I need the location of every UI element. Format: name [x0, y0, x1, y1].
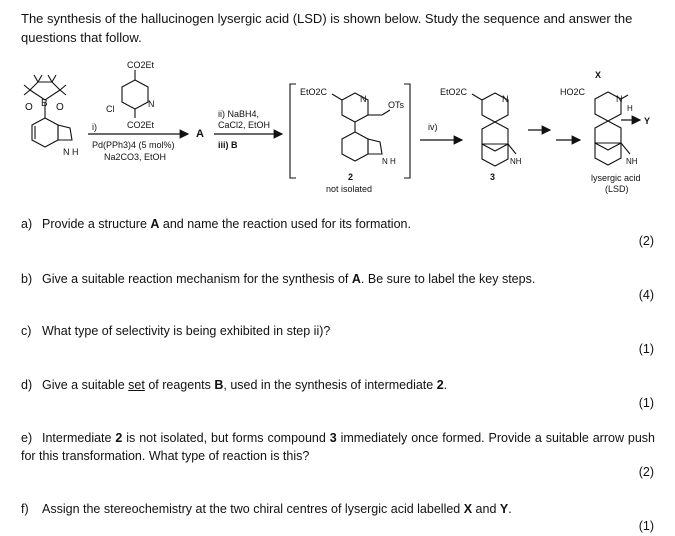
question-f: f) Assign the stereochemistry at the two chiral centres of lysergic acid labelled X and Y. [21, 502, 512, 516]
cmpd3-nh: NH [510, 157, 522, 166]
indole-nh-1: N H [63, 147, 79, 157]
reaction-scheme [0, 58, 675, 208]
lsd-acid: HO2C [560, 87, 586, 97]
lsd-n: N [616, 94, 623, 104]
lsd-h: H [627, 104, 633, 113]
cmpd3-n: N [502, 94, 509, 104]
int2-n: N [360, 94, 367, 104]
question-d: d) Give a suitable set of reagents B, used in the synthesis of intermediate 2. [21, 378, 448, 392]
step1-label: i) [92, 122, 97, 132]
pyridine-n: N [148, 99, 155, 109]
marks-d: (1) [638, 396, 654, 410]
lsd-name-1: lysergic acid [591, 173, 641, 183]
step2-label-3: iii) B [218, 140, 238, 150]
int2-nh: N H [382, 157, 396, 166]
lsd-name-2: (LSD) [605, 184, 629, 194]
pyridine-cl: Cl [106, 104, 115, 114]
marks-a: (2) [638, 234, 654, 248]
int2-ots: OTs [388, 100, 405, 110]
pyridine-reagent-structure [122, 70, 148, 118]
compound-3-structure [472, 93, 516, 166]
step2-label-1: ii) NaBH4, [218, 109, 260, 119]
pyridine-co2et-top: CO2Et [127, 60, 155, 70]
int2-ester: EtO2C [300, 87, 328, 97]
step1-reagent-2: Na2CO3, EtOH [104, 152, 167, 162]
step4-label: iv) [428, 122, 438, 132]
boronate-o-left: O [25, 102, 33, 113]
question-b: b) Give a suitable reaction mechanism for the synthesis of A. Be sure to label the key steps. [21, 272, 536, 286]
boronate-b: B [41, 98, 48, 109]
marks-c: (1) [638, 342, 654, 356]
pyridine-co2et-bottom: CO2Et [127, 120, 155, 130]
cmpd3-ester: EtO2C [440, 87, 468, 97]
question-c: c) What type of selectivity is being exhibited in step ii)? [21, 324, 331, 338]
marks-e: (2) [638, 465, 654, 479]
boronate-o-right: O [56, 102, 64, 113]
intro-text: The synthesis of the hallucinogen lysergic acid (LSD) is shown below. Study the sequence and answer the questions that follow. [21, 11, 633, 45]
marks-b: (4) [638, 288, 654, 302]
int2-number: 2 [348, 172, 354, 182]
lsd-y: Y [644, 116, 651, 126]
lsd-x: X [595, 70, 602, 80]
int2-note: not isolated [326, 184, 373, 194]
product-a-label: A [196, 128, 204, 140]
question-a: a) Provide a structure A and name the reaction used for its formation. [21, 217, 411, 231]
marks-f: (1) [638, 519, 654, 533]
cmpd3-number: 3 [490, 172, 496, 182]
step2-label-2: CaCl2, EtOH [218, 120, 271, 130]
step1-reagent-1: Pd(PPh3)4 (5 mol%) [92, 140, 175, 150]
question-e: e) Intermediate 2 is not isolated, but forms compound 3 immediately once formed. Provide a suitable arrow push for this transformation. What type of reaction is this? [21, 431, 655, 463]
lsd-nh: NH [626, 157, 638, 166]
